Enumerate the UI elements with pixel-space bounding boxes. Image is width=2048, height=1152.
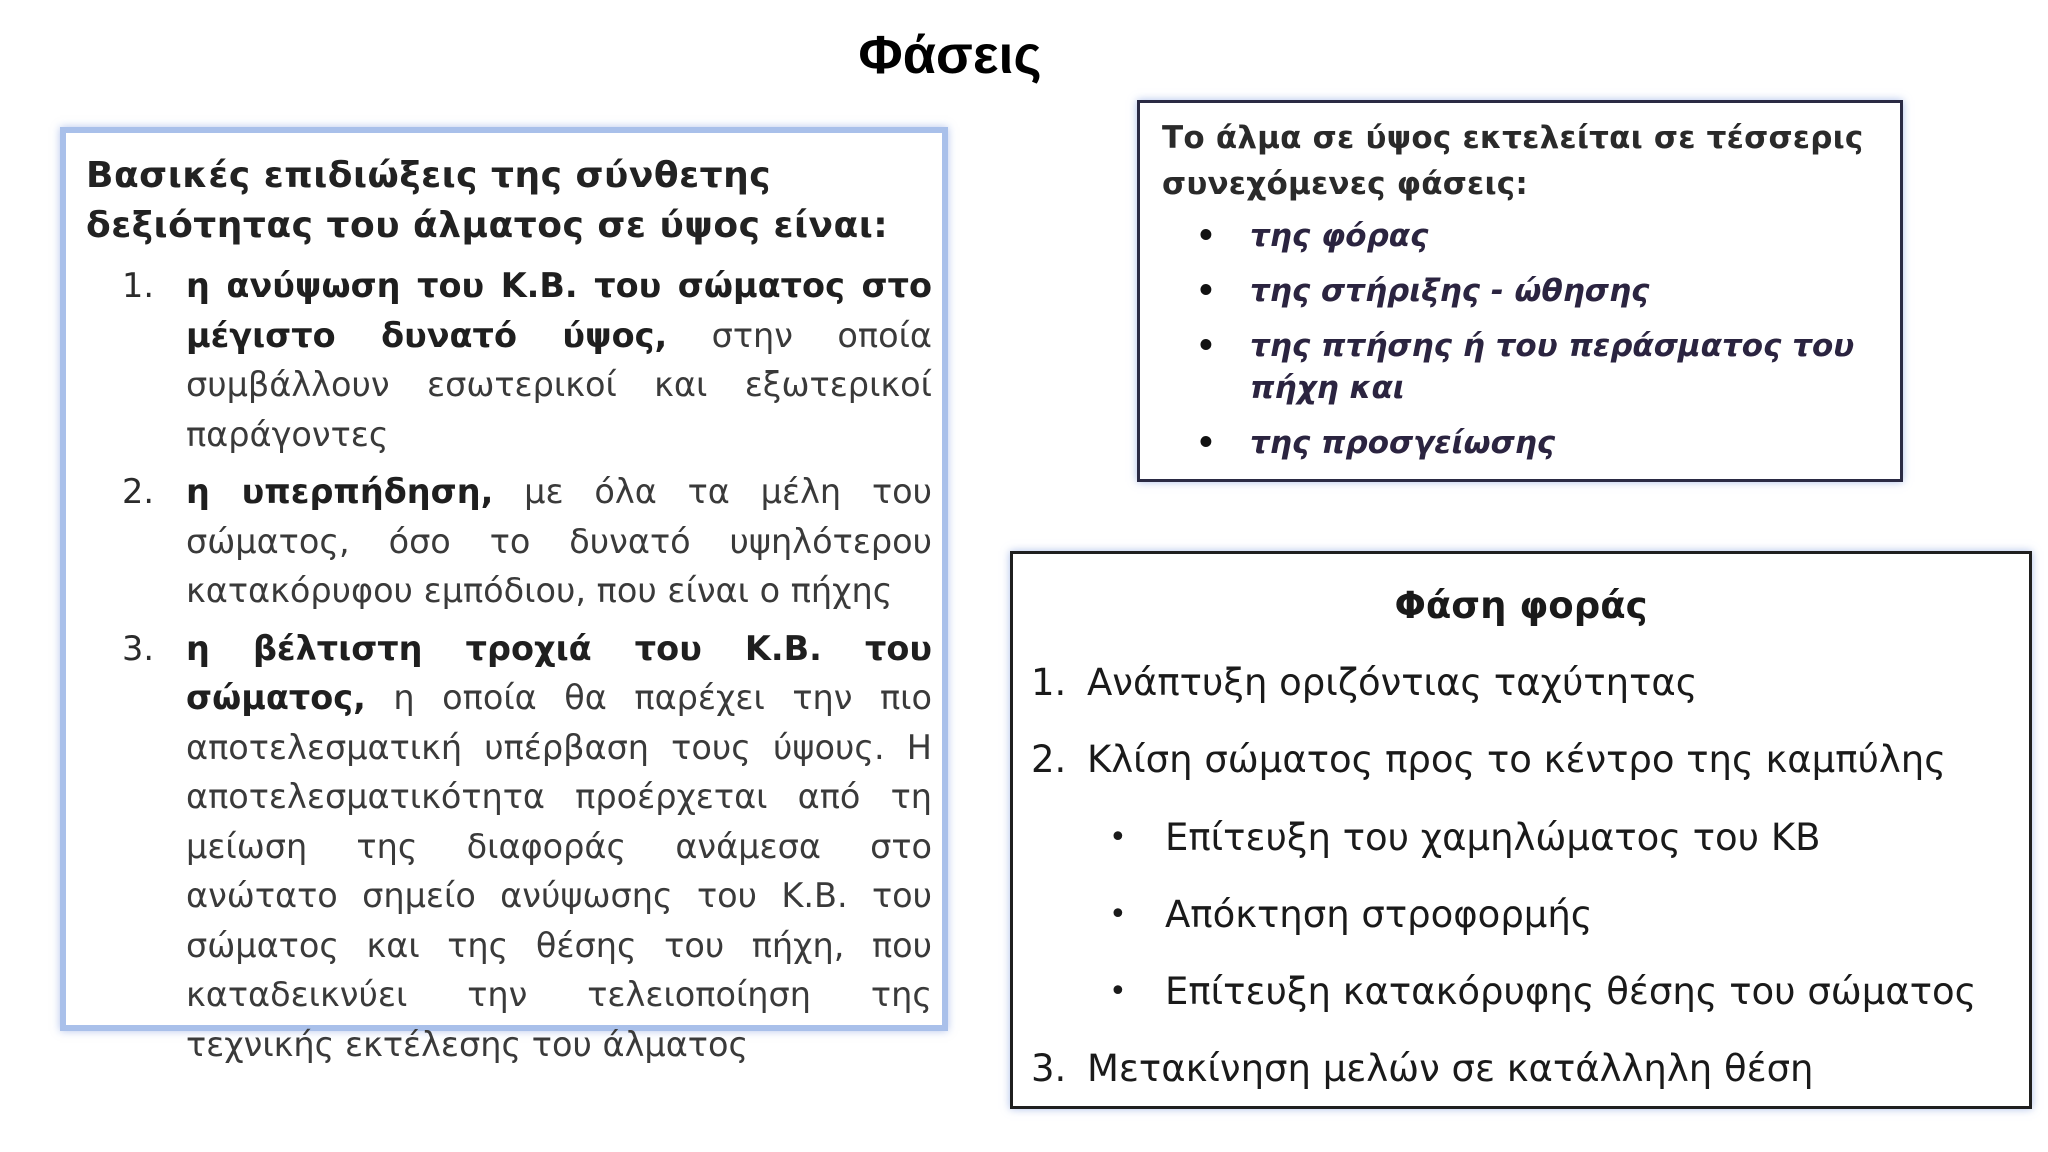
goal-number: 1. (122, 266, 154, 305)
phase-text: της προσγείωσης (1250, 425, 1556, 461)
list-number: 2. (1031, 738, 1067, 782)
phase-item (1162, 270, 1892, 312)
phases-box (1137, 100, 1903, 482)
goal-bold-text: η βέλτιστη τροχιά του Κ.Β. του σώματος, (186, 628, 932, 717)
run-up-subitem-text: Απόκτηση στροφορμής (1165, 892, 1593, 936)
phase-text: της φόρας (1250, 218, 1429, 254)
run-up-item-text: Μετακίνηση μελών σε κατάλληλη θέση (1087, 1047, 1814, 1091)
bullet-icon: • (1196, 328, 1216, 364)
goal-rest-text: με όλα τα μέλη του σώματος, όσο το δυνατό υψηλότερου κατακόρυφου εμπόδιου, που είναι ο πήχης (186, 472, 933, 610)
run-up-item (1013, 737, 2029, 814)
slide-title: Φάσεις (858, 25, 1042, 85)
phase-item (1162, 215, 1892, 257)
bullet-icon: • (1196, 273, 1216, 309)
list-number: 3. (1031, 1047, 1067, 1091)
phase-item (1162, 325, 1892, 409)
goal-rest-text: η οποία θα παρέχει την πιο αποτελεσματική υπέρβαση τους ύψους. Η αποτελεσματικότητα προέρχεται από τη μείωση της διαφοράς ανάμεσα στο ανώτατο σημείο ανύψωσης του Κ.Β. του σώματος και της θέσης του πήχη, που καταδεικνύει την τελειοποίηση της τεχνικής εκτέλεσης του άλματος (186, 678, 932, 1064)
phase-text: της στήριξης - ώθησης (1250, 273, 1650, 309)
run-up-subitem (1013, 892, 2029, 969)
goal-item (86, 624, 934, 1070)
phase-item (1162, 422, 1892, 464)
run-up-phase-box (1010, 551, 2032, 1109)
goal-number: 3. (122, 628, 154, 668)
goals-intro: Βασικές επιδιώξεις της σύνθετης δεξιότητας του άλματος σε ύψος είναι: (86, 155, 889, 246)
goal-bold-text: η ανύψωση του Κ.Β. του σώματος στο μέγιστο δυνατό ύψος, (186, 266, 932, 355)
goal-bold-text: η υπερπήδηση, (186, 472, 494, 511)
bullet-icon: • (1196, 425, 1216, 461)
goals-list (86, 261, 934, 1069)
run-up-subitem (1013, 969, 2029, 1046)
phases-list (1162, 215, 1892, 464)
goal-rest-text: στην οποία συμβάλλουν εσωτερικοί και εξωτερικοί παράγοντες (186, 315, 933, 454)
bullet-icon: • (1109, 896, 1127, 932)
run-up-subitem-text: Επίτευξη του χαμηλώματος του ΚΒ (1165, 815, 1821, 859)
goal-number: 2. (122, 472, 154, 511)
list-number: 1. (1031, 661, 1067, 704)
bullet-icon: • (1109, 819, 1127, 855)
goal-item (86, 467, 934, 616)
run-up-item-text: Ανάπτυξη οριζόντιας ταχύτητας (1087, 661, 1698, 704)
goals-box (60, 127, 948, 1064)
bullet-icon: • (1196, 218, 1216, 254)
run-up-subitem (1013, 815, 2029, 892)
phase-text: της πτήσης ή του περάσματος του πήχη και (1250, 328, 1855, 406)
goal-item (86, 261, 934, 459)
run-up-item (1013, 1046, 2029, 1123)
phases-intro: Το άλμα σε ύψος εκτελείται σε τέσσερις συνεχόμενες φάσεις: (1162, 120, 1864, 202)
bullet-icon: • (1109, 974, 1127, 1010)
run-up-phase-list (1013, 660, 2029, 1124)
run-up-subitem-text: Επίτευξη κατακόρυφης θέσης του σώματος (1165, 970, 1977, 1014)
run-up-phase-title: Φάση φοράς (1394, 584, 1648, 627)
run-up-item (1013, 660, 2029, 737)
run-up-item-text: Κλίση σώματος προς το κέντρο της καμπύλης (1087, 738, 1946, 782)
